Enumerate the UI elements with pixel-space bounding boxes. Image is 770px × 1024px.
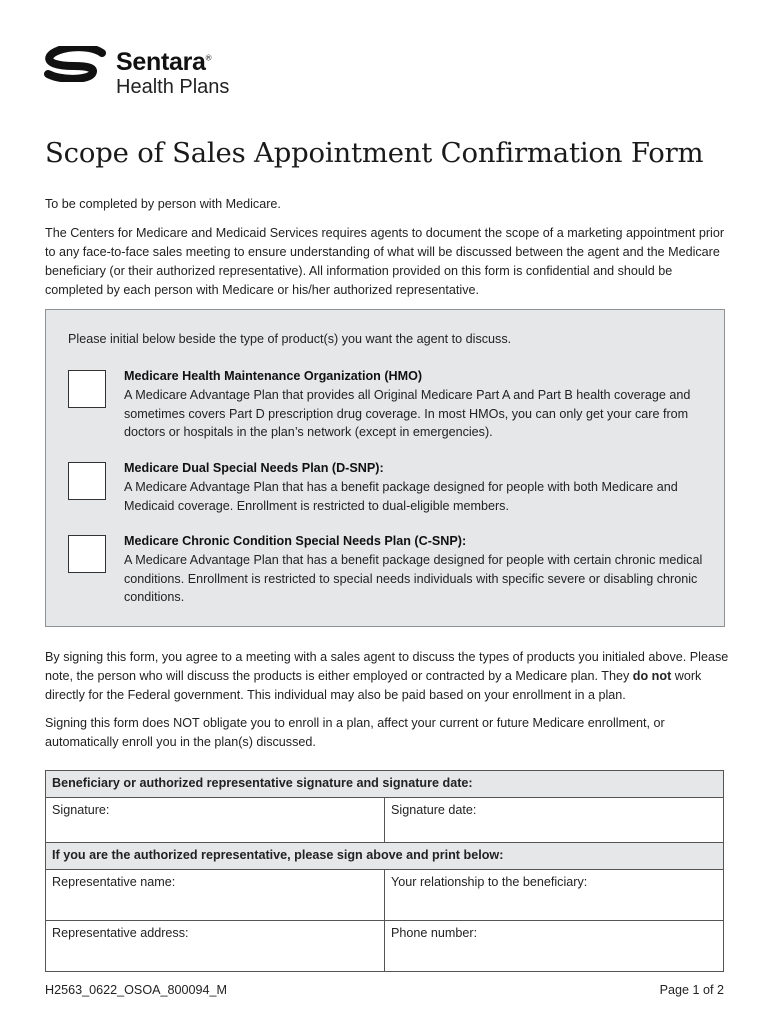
option-title: Medicare Dual Special Needs Plan (D-SNP): xyxy=(124,461,384,475)
sentara-logo xyxy=(44,42,284,104)
brand-subtitle: Health Plans xyxy=(116,76,230,98)
option-description: A Medicare Advantage Plan that provides all Original Medicare Part A and Part B health coverage and sometimes covers Part D prescription drug coverage. In most HMOs, you can only get your care from doctors or hospitals in the plan’s network (except in emergencies). xyxy=(124,387,691,440)
representative-address-field[interactable]: Representative address: xyxy=(46,921,385,972)
phone-number-field[interactable]: Phone number: xyxy=(385,921,724,972)
page-number: Page 1 of 2 xyxy=(659,983,724,997)
signature-date-field[interactable]: Signature date: xyxy=(385,798,724,843)
agreement-paragraph: By signing this form, you agree to a meeting with a sales agent to discuss the types of products you initialed above. Please note, the person who will discuss the products is either employed or contracted by a Medicare plan. They do not work directly for the Federal government. This individual may also be paid based on your enrollment in a plan. xyxy=(45,650,729,702)
sentara-s-icon xyxy=(44,46,106,82)
product-selection-panel xyxy=(45,309,725,627)
relationship-field[interactable]: Your relationship to the beneficiary: xyxy=(385,870,724,921)
beneficiary-header: Beneficiary or authorized representative signature and signature date: xyxy=(46,771,724,798)
signature-field[interactable]: Signature: xyxy=(46,798,385,843)
representative-name-field[interactable]: Representative name: xyxy=(46,870,385,921)
hmo-initial-box[interactable] xyxy=(68,370,106,408)
dsnp-initial-box[interactable] xyxy=(68,462,106,500)
option-title: Medicare Chronic Condition Special Needs Plan (C-SNP): xyxy=(124,534,467,548)
form-code: H2563_0622_OSOA_800094_M xyxy=(45,983,228,997)
page-title: Scope of Sales Appointment Confirmation Form xyxy=(45,137,704,169)
option-description: A Medicare Advantage Plan that has a benefit package designed for people with both Medicare and Medicaid coverage. Enrollment is restricted to dual-eligible members. xyxy=(124,479,678,513)
obligation-paragraph: Signing this form does NOT obligate you to enroll in a plan, affect your current or future Medicare enrollment, or automatically enroll you in the plan(s) discussed. xyxy=(45,716,665,749)
brand-name: Sentara® xyxy=(116,48,212,76)
option-title: Medicare Health Maintenance Organization (HMO) xyxy=(124,369,423,383)
cms-paragraph: The Centers for Medicare and Medicaid Services requires agents to document the scope of a marketing appointment prior to any face-to-face sales meeting to ensure understanding of what will be discussed between the agent and the Medicare beneficiary (or their authorized representative). All information provided on this form is confidential and should be completed by each person with Medicare or his/her authorized representative. xyxy=(45,226,725,297)
option-description: A Medicare Advantage Plan that has a benefit package designed for people with certain chronic medical conditions. Enrollment is restricted to special needs individuals with specific severe or disabling chronic conditions. xyxy=(124,552,703,605)
representative-header: If you are the authorized representative, please sign above and print below: xyxy=(46,843,724,870)
signature-table xyxy=(45,770,724,972)
csnp-initial-box[interactable] xyxy=(68,535,106,573)
intro-text: To be completed by person with Medicare. xyxy=(45,197,281,211)
panel-instruction: Please initial below beside the type of product(s) you want the agent to discuss. xyxy=(68,332,512,346)
